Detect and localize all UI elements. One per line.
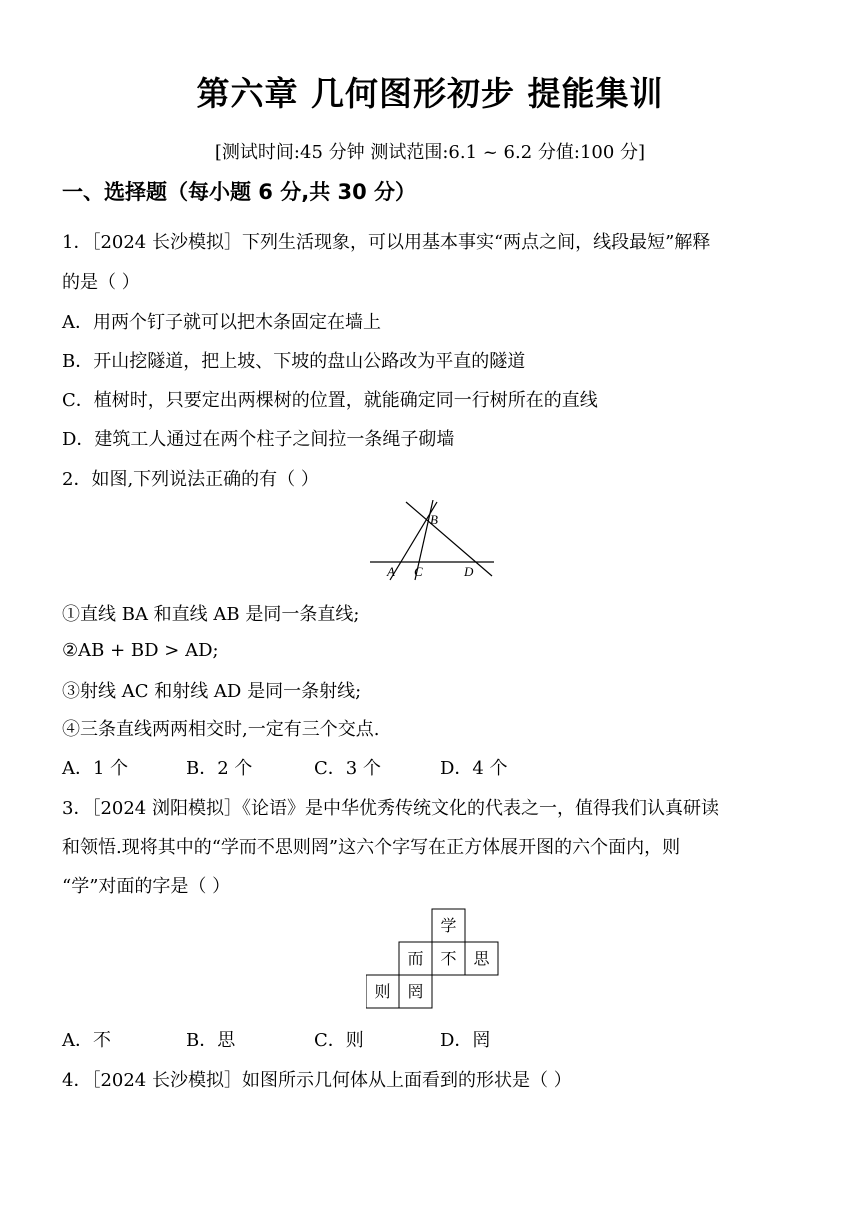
question-1-option-b: B．开山挖隧道，把上坡、下坡的盘山公路改为平直的隧道 bbox=[62, 351, 526, 372]
point-label-c: C bbox=[414, 564, 423, 579]
question-2-option-a: A．1 个 bbox=[62, 758, 129, 779]
question-2-statement-3: ③射线 AC 和射线 AD 是同一条射线; bbox=[62, 681, 362, 702]
question-2-option-b: B．2 个 bbox=[186, 758, 253, 779]
net-char-ze: 则 bbox=[374, 982, 391, 1001]
point-label-b: B bbox=[430, 512, 438, 527]
question-2-option-d: D．4 个 bbox=[440, 758, 508, 779]
cube-net-figure bbox=[366, 908, 502, 1012]
question-1-stem-line2: 的是（ ） bbox=[62, 272, 140, 293]
question-3-stem-line2: 和领悟.现将其中的“学而不思则罔”这六个字写在正方体展开图的六个面内，则 bbox=[62, 837, 681, 858]
question-1-option-a: A．用两个钉子就可以把木条固定在墙上 bbox=[62, 312, 381, 333]
net-char-xue: 学 bbox=[440, 916, 457, 935]
question-2-statement-2: ②AB + BD > AD; bbox=[62, 640, 219, 661]
question-2-statement-1: ①直线 BA 和直线 AB 是同一条直线; bbox=[62, 604, 360, 625]
question-4-stem: 4．［2024 长沙模拟］如图所示几何体从上面看到的形状是（ ） bbox=[62, 1070, 572, 1091]
net-char-er: 而 bbox=[407, 949, 424, 968]
test-info: [测试时间:45 分钟 测试范围:6.1 ~ 6.2 分值:100 分] bbox=[214, 142, 646, 163]
question-2-option-c: C．3 个 bbox=[314, 758, 381, 779]
section-heading: 一、选择题（每小题 6 分,共 30 分） bbox=[62, 180, 417, 204]
net-char-si: 思 bbox=[473, 949, 490, 968]
page-title: 第六章 几何图形初步 提能集训 bbox=[196, 74, 664, 113]
question-3-option-c: C．则 bbox=[314, 1030, 364, 1051]
net-char-wang: 罔 bbox=[407, 982, 424, 1001]
question-3-option-b: B．思 bbox=[186, 1030, 236, 1051]
question-2-figure bbox=[368, 500, 498, 582]
point-label-d: D bbox=[464, 564, 474, 579]
net-char-bu: 不 bbox=[440, 949, 457, 968]
question-2-stem: 2．如图,下列说法正确的有（ ） bbox=[62, 469, 319, 490]
question-3-option-a: A．不 bbox=[62, 1030, 111, 1051]
point-label-a: A bbox=[387, 564, 395, 579]
question-1-option-c: C．植树时，只要定出两棵树的位置，就能确定同一行树所在的直线 bbox=[62, 390, 598, 411]
question-3-stem-line1: 3．［2024 浏阳模拟］《论语》是中华优秀传统文化的代表之一，值得我们认真研读 bbox=[62, 798, 719, 819]
question-1-stem-line1: 1．［2024 长沙模拟］下列生活现象，可以用基本事实“两点之间，线段最短”解释 bbox=[62, 232, 711, 253]
question-3-stem-line3: “学”对面的字是（ ） bbox=[62, 876, 231, 897]
question-3-option-d: D．罔 bbox=[440, 1030, 491, 1051]
question-1-option-d: D．建筑工人通过在两个柱子之间拉一条绳子砌墙 bbox=[62, 429, 455, 450]
question-2-statement-4: ④三条直线两两相交时,一定有三个交点. bbox=[62, 719, 380, 740]
